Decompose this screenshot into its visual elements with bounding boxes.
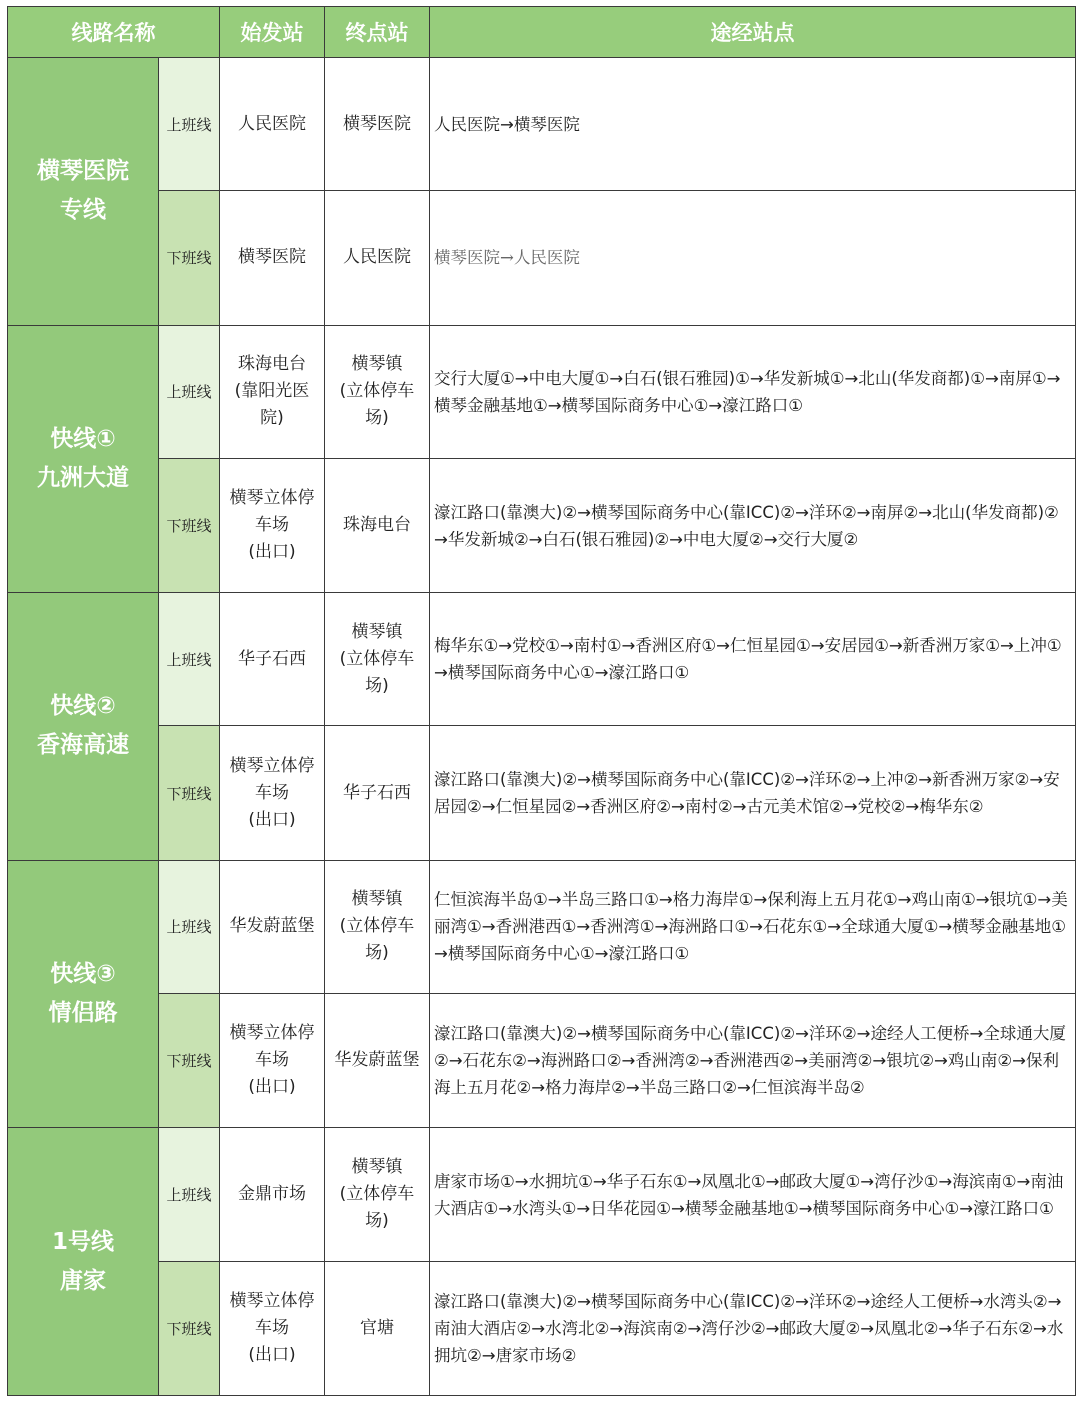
line-name-cell: 1号线 唐家 <box>8 1128 159 1396</box>
via-stations: 人民医院→横琴医院 <box>430 58 1076 191</box>
table-row <box>8 1261 1076 1395</box>
via-stations: 濠江路口(靠澳大)②→横琴国际商务中心(靠ICC)②→洋环②→途经人工便桥→水湾头②→南油大酒店②→水湾北②→海滨南②→湾仔沙②→邮政大厦②→凤凰北②→华子石东②→水拥坑②→唐家市场② <box>430 1261 1076 1395</box>
start-station: 横琴立体停车场 (出口) <box>220 458 325 592</box>
end-station: 珠海电台 <box>325 458 430 592</box>
direction-label: 上班线 <box>159 58 220 191</box>
table-row <box>8 1128 1076 1261</box>
direction-label: 上班线 <box>159 1128 220 1261</box>
via-stations: 濠江路口(靠澳大)②→横琴国际商务中心(靠ICC)②→洋环②→南屏②→北山(华发商都)②→华发新城②→白石(银石雅园)②→中电大厦②→交行大厦② <box>430 458 1076 592</box>
start-station: 横琴立体停车场 (出口) <box>220 1261 325 1395</box>
end-station: 华子石西 <box>325 726 430 860</box>
line-name-cell: 快线② 香海高速 <box>8 593 159 861</box>
via-stations: 交行大厦①→中电大厦①→白石(银石雅园)①→华发新城①→北山(华发商都)①→南屏①→横琴金融基地①→横琴国际商务中心①→濠江路口① <box>430 325 1076 458</box>
table-row <box>8 994 1076 1128</box>
start-station: 人民医院 <box>220 58 325 191</box>
end-station: 横琴医院 <box>325 58 430 191</box>
start-station: 横琴立体停车场 (出口) <box>220 726 325 860</box>
header-row <box>8 7 1076 58</box>
end-station: 横琴镇 (立体停车场) <box>325 593 430 726</box>
direction-label: 上班线 <box>159 593 220 726</box>
line-name-cell: 快线① 九洲大道 <box>8 325 159 593</box>
via-stations: 唐家市场①→水拥坑①→华子石东①→凤凰北①→邮政大厦①→湾仔沙①→海滨南①→南油大酒店①→水湾头①→日华花园①→横琴金融基地①→横琴国际商务中心①→濠江路口① <box>430 1128 1076 1261</box>
direction-label: 下班线 <box>159 1261 220 1395</box>
via-stations: 仁恒滨海半岛①→半岛三路口①→格力海岸①→保利海上五月花①→鸡山南①→银坑①→美丽湾①→香洲港西①→香洲湾①→海洲路口①→石花东①→全球通大厦①→横琴金融基地①→横琴国际商务中心①→濠江路口① <box>430 860 1076 993</box>
end-station: 横琴镇 (立体停车场) <box>325 1128 430 1261</box>
line-name-cell: 快线③ 情侣路 <box>8 860 159 1128</box>
header-via-stations: 途经站点 <box>430 7 1076 58</box>
header-end-station: 终点站 <box>325 7 430 58</box>
direction-label: 下班线 <box>159 458 220 592</box>
direction-label: 上班线 <box>159 325 220 458</box>
table-row <box>8 593 1076 726</box>
end-station: 华发蔚蓝堡 <box>325 994 430 1128</box>
end-station: 横琴镇 (立体停车场) <box>325 860 430 993</box>
direction-label: 下班线 <box>159 994 220 1128</box>
direction-label: 下班线 <box>159 191 220 325</box>
via-stations: 濠江路口(靠澳大)②→横琴国际商务中心(靠ICC)②→洋环②→途经人工便桥→全球通大厦②→石花东②→海洲路口②→香洲湾②→香洲港西②→美丽湾②→银坑②→鸡山南②→保利海上五月花②→格力海岸②→半岛三路口②→仁恒滨海半岛② <box>430 994 1076 1128</box>
via-stations: 横琴医院→人民医院 <box>430 191 1076 325</box>
end-station: 官塘 <box>325 1261 430 1395</box>
start-station: 华发蔚蓝堡 <box>220 860 325 993</box>
direction-label: 上班线 <box>159 860 220 993</box>
start-station: 横琴立体停车场 (出口) <box>220 994 325 1128</box>
direction-label: 下班线 <box>159 726 220 860</box>
header-line-name: 线路名称 <box>8 7 220 58</box>
end-station: 横琴镇 (立体停车场) <box>325 325 430 458</box>
via-stations: 濠江路口(靠澳大)②→横琴国际商务中心(靠ICC)②→洋环②→上冲②→新香洲万家②→安居园②→仁恒星园②→香洲区府②→南村②→古元美术馆②→党校②→梅华东② <box>430 726 1076 860</box>
table-row <box>8 325 1076 458</box>
table-row <box>8 458 1076 592</box>
end-station: 人民医院 <box>325 191 430 325</box>
header-start-station: 始发站 <box>220 7 325 58</box>
start-station: 华子石西 <box>220 593 325 726</box>
line-name-cell: 横琴医院 专线 <box>8 58 159 326</box>
start-station: 珠海电台 (靠阳光医院) <box>220 325 325 458</box>
start-station: 金鼎市场 <box>220 1128 325 1261</box>
table-row <box>8 191 1076 325</box>
route-schedule-table <box>7 6 1076 1396</box>
table-row <box>8 58 1076 191</box>
via-stations: 梅华东①→党校①→南村①→香洲区府①→仁恒星园①→安居园①→新香洲万家①→上冲①→横琴国际商务中心①→濠江路口① <box>430 593 1076 726</box>
start-station: 横琴医院 <box>220 191 325 325</box>
table-row <box>8 860 1076 993</box>
table-row <box>8 726 1076 860</box>
